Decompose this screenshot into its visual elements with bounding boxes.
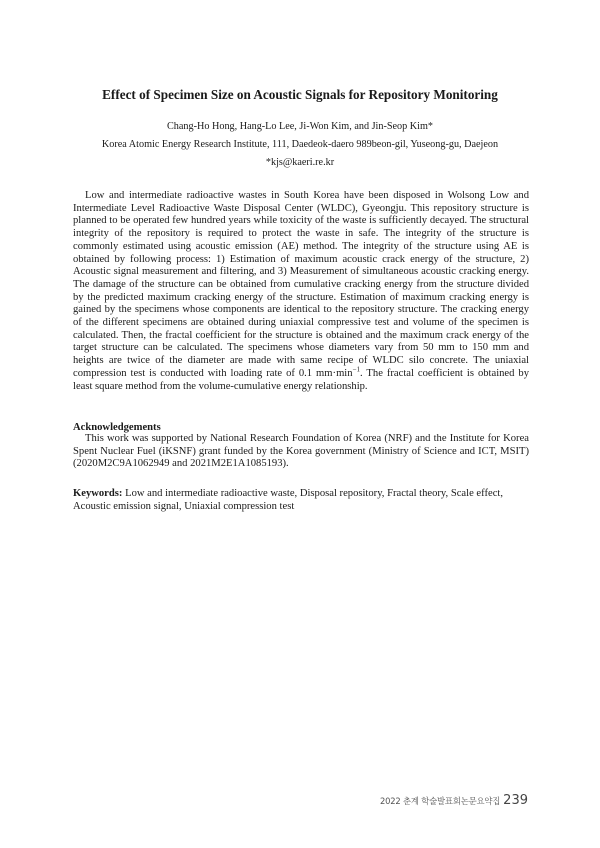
acknowledgements-body: This work was supported by National Research Foundation of Korea (NRF) and the Institute for Korea Spent Nuclear Fuel (iKSNF) grant funded by the Korea government (Ministry of Science and ICT, MSIT) (2020M2C9A1062949 and 2021M2E1A1085193). [73,433,529,470]
keywords-text: Low and intermediate radioactive waste, Disposal repository, Fractal theory, Scale effect, Acoustic emission signal, Uniaxial compression test [73,488,503,512]
abstract-text-end: . The fractal coefficient is obtained by least square method from the volume-cumulative energy relationship. [73,367,529,392]
conference-name: 2022 춘계 학술발표회논문요약집 [380,796,501,806]
page-number: 239 [503,793,528,808]
author-list: Chang-Ho Hong, Hang-Lo Lee, Ji-Won Kim, and Jin-Seop Kim* [167,121,433,132]
abstract-paragraph [73,190,529,393]
abstract-text: Low and intermediate radioactive wastes in South Korea have been disposed in Wolsong Low and Intermediate Level Radioactive Waste Disposal Center (WLDC), Gyeongju. This repository structure is planned to be operated few hundred years while toxicity of the waste is sufficiently decayed. The structural integrity of the repository is required to protect the waste in safe. The integrity of the structure is commonly estimated using acoustic emission (AE) method. The integrity of the structure using AE is obtained by following process: 1) Estimation of maximum acoustic crack energy of the structure, 2) Acoustic signal measurement and filtering, and 3) Measurement of simultaneous acoustic cracking energy. The damage of the structure can be obtained from cumulative cracking energy from the structure divided by the predicted maximum cracking energy of the structure. Estimation of maximum cracking energy is gained by the specimens whose components are identical to the repository structure. The cracking energy of the different specimens are obtained during uniaxial compressive test and volume of the specimen is calculated. Then, the fractal coefficient for the structure is obtained and the maximum crack energy of the target structure can be calculated. The specimens whose diameters vary from 50 mm to 150 mm and heights are twice of the diameter are made with same recipe of WLDC silo concrete. The uniaxial compression test is conducted with loading rate of 0.1 mm·min [73,190,529,379]
keywords-paragraph [73,488,529,513]
keywords-label: Keywords: [73,488,123,499]
page-footer [380,789,528,808]
affiliation: Korea Atomic Energy Research Institute, 111, Daedeok-daero 989beon-gil, Yuseong-gu, Daejeon [101,139,499,150]
paper-title: Effect of Specimen Size on Acoustic Signals for Repository Monitoring [102,87,498,102]
acknowledgements-heading: Acknowledgements [73,422,161,433]
corresponding-email: *kjs@kaeri.re.kr [265,157,335,168]
abstract-superscript: −1 [352,365,361,374]
